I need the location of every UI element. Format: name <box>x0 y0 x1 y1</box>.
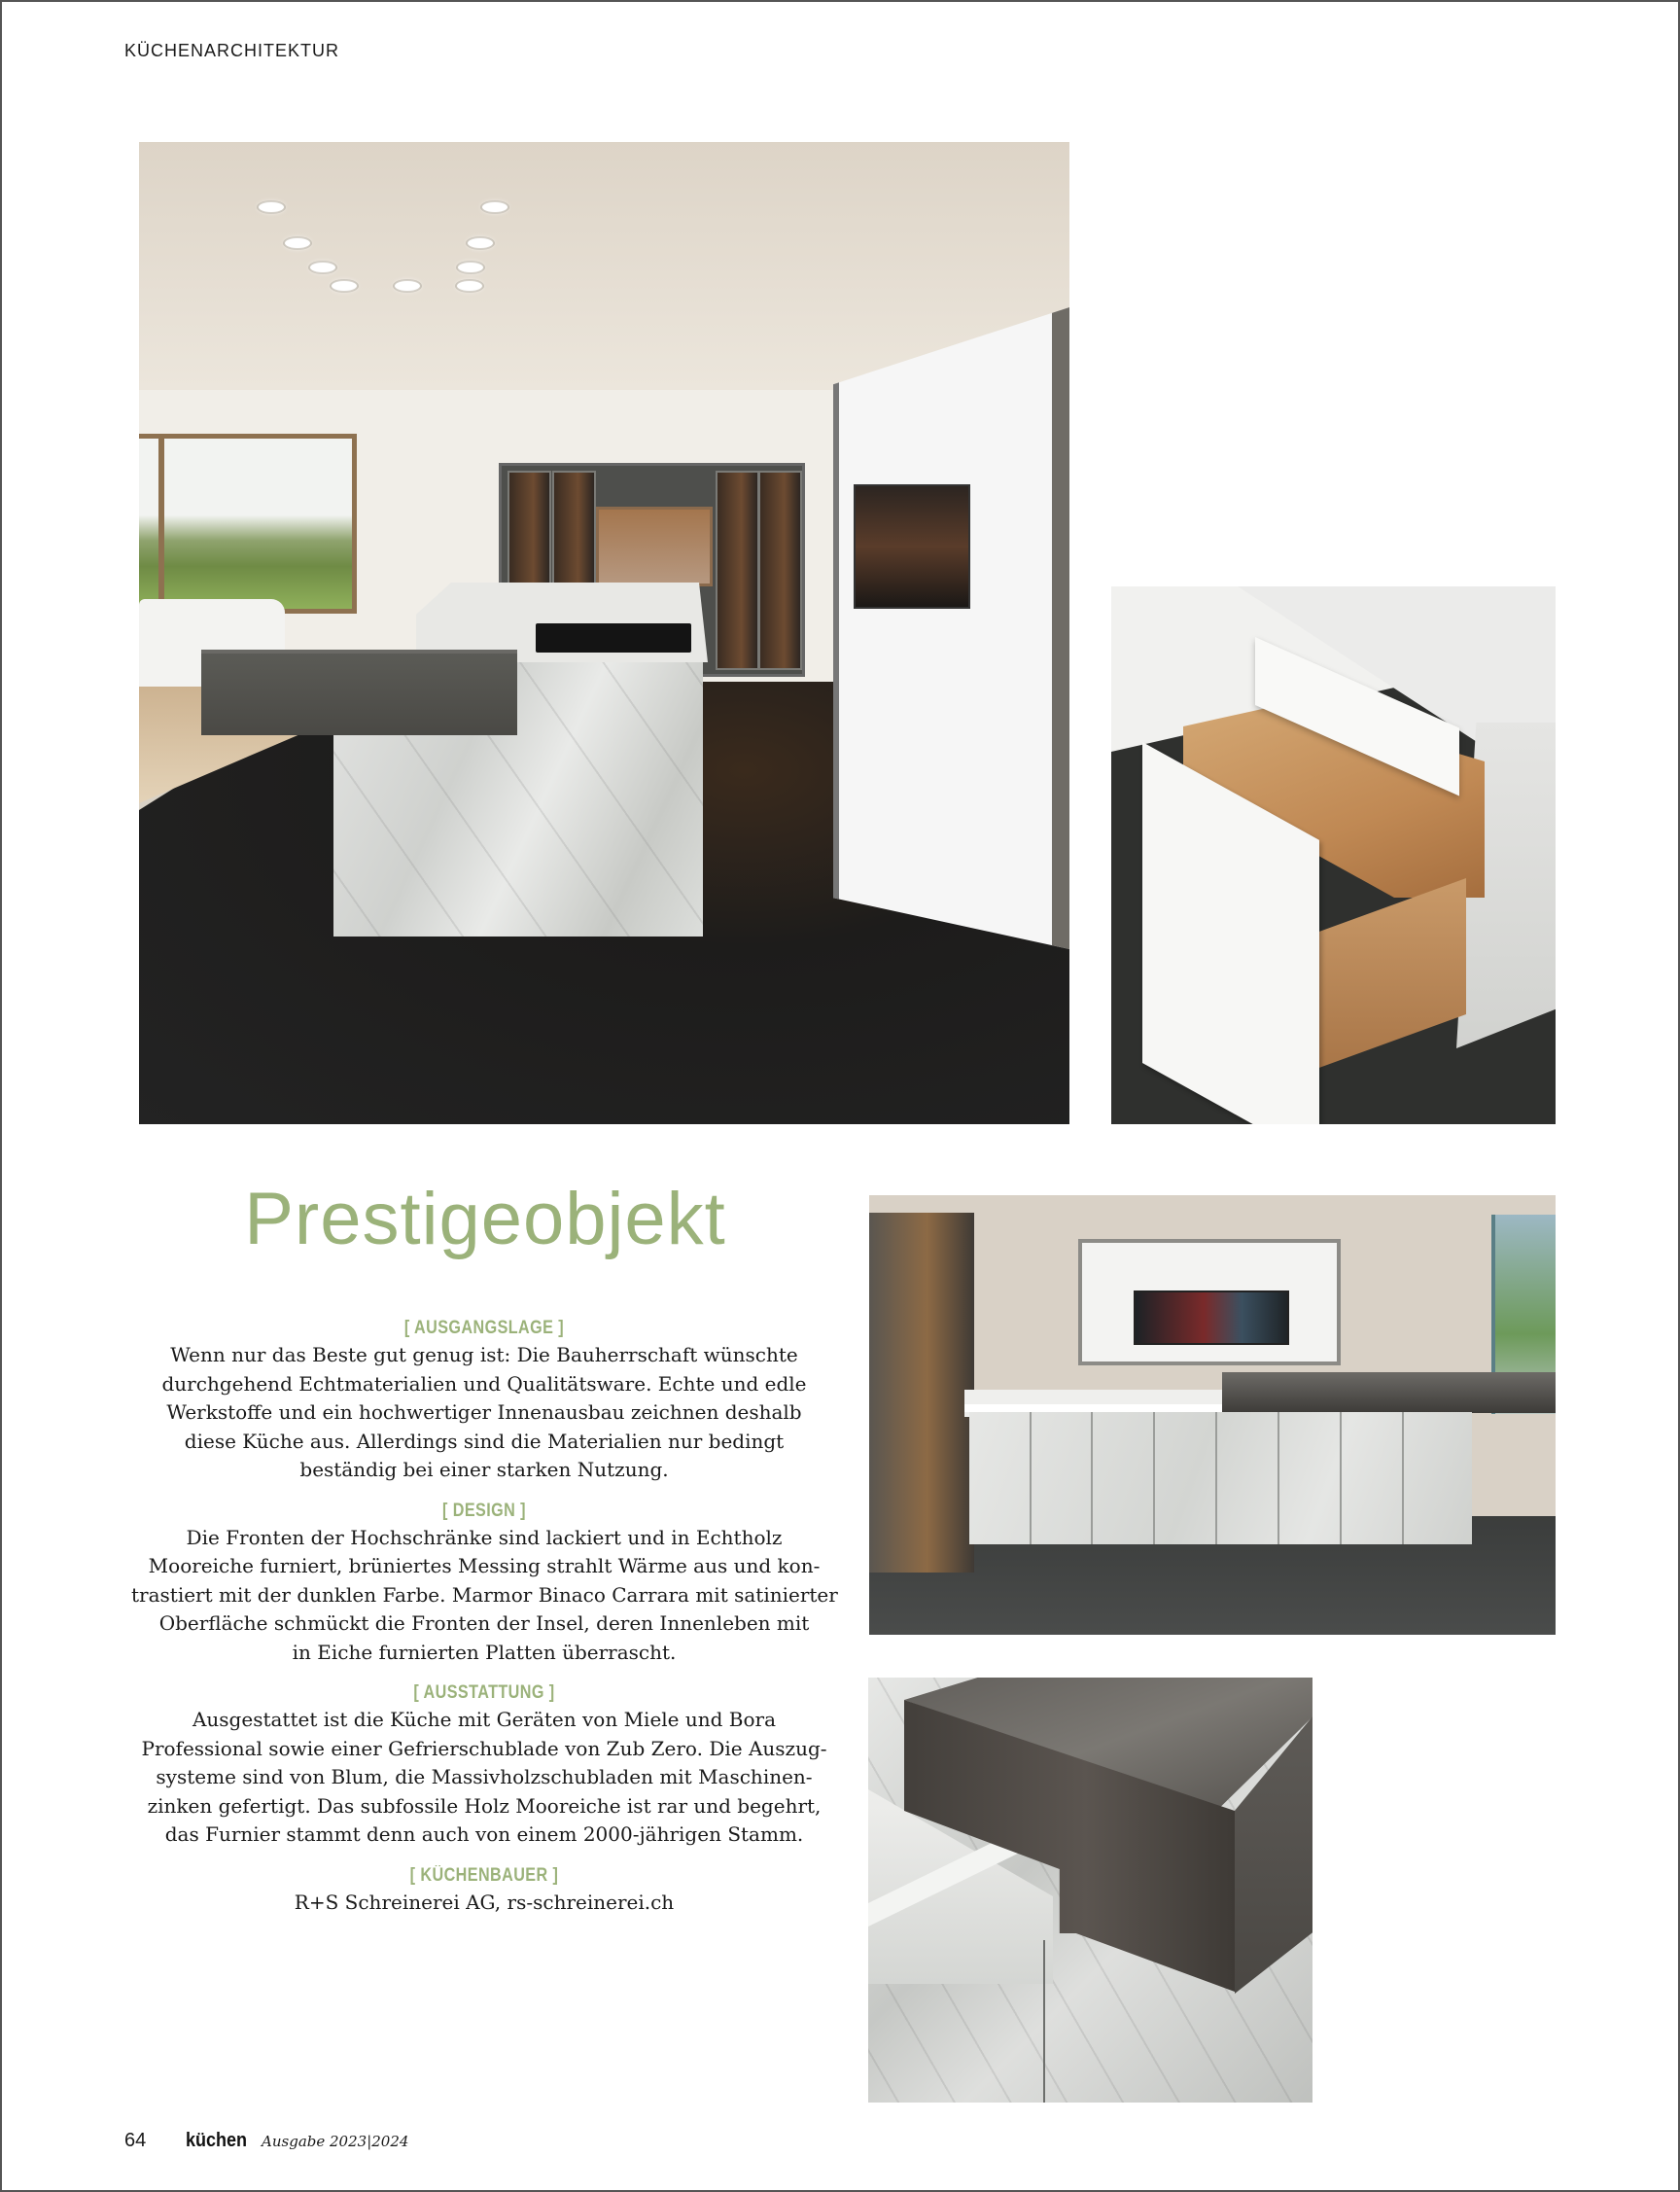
text-line: Professional sowie einer Gefrierschublade von Zub Zero. Die Auszug- <box>141 1736 827 1760</box>
text-line: Die Fronten der Hochschränke sind lackiert und in Echtholz <box>186 1525 783 1549</box>
text-line: zinken gefertigt. Das subfossile Holz Mooreiche ist rar und begehrt, <box>147 1793 822 1818</box>
running-head: KÜCHENARCHITEKTUR <box>124 41 340 60</box>
induction-hob <box>536 623 691 653</box>
ceiling-light <box>395 281 420 291</box>
ceiling <box>139 142 1069 390</box>
oven-wall <box>833 307 1069 949</box>
article-headline: Prestigeobjekt <box>244 1178 726 1260</box>
text-line: trastiert mit der dunklen Farbe. Marmor Binaco Carrara mit satinierter <box>131 1582 838 1607</box>
detail-photo <box>868 1678 1312 2103</box>
section-kuechenbauer <box>131 1863 837 1918</box>
ceiling-light <box>285 238 310 248</box>
section-design <box>131 1499 837 1668</box>
drawers-photo <box>1111 586 1556 1124</box>
section-label: [ DESIGN ] <box>442 1500 526 1521</box>
section-ausstattung <box>131 1680 837 1850</box>
section-text <box>131 1706 837 1850</box>
text-line: Wenn nur das Beste gut genug ist: Die Bauherrschaft wünschte <box>170 1343 798 1366</box>
led-strip <box>964 1404 1222 1412</box>
page-number: 64 <box>124 2130 147 2151</box>
ceiling-light <box>332 281 357 291</box>
section-text <box>131 1524 837 1668</box>
ceiling-light <box>468 238 493 248</box>
main-kitchen-photo <box>139 142 1069 1124</box>
text-line: Ausgestattet ist die Küche mit Geräten von Miele und Bora <box>192 1708 777 1731</box>
built-in-ovens <box>854 484 970 609</box>
text-line: beständig bei einer starken Nutzung. <box>299 1458 669 1481</box>
oak-shelf <box>201 650 517 735</box>
ceiling-light <box>259 202 284 212</box>
text-line: Werkstoffe und ein hochwertiger Innenausbau zeichnen deshalb <box>166 1400 802 1424</box>
oak-counter-extension <box>1222 1372 1556 1413</box>
article-body <box>131 1316 837 1930</box>
kitchen-builder-credit: R+S Schreinerei AG, rs-schreinerei.ch <box>294 1890 675 1914</box>
section-label: [ AUSSTATTUNG ] <box>413 1682 555 1703</box>
text-line: durchgehend Echtmaterialien und Qualitätsware. Echte und edle <box>161 1371 807 1396</box>
section-label: [ AUSGANGSLAGE ] <box>403 1318 565 1338</box>
garden-window <box>139 434 357 614</box>
panel-seam <box>1043 1940 1045 2103</box>
oak-lower-drawer <box>1306 878 1466 1073</box>
marble-island-front <box>969 1412 1472 1544</box>
tall-cabinet-left <box>869 1213 974 1573</box>
text-line: in Eiche furnierten Platten überrascht. <box>292 1640 677 1664</box>
text-line: systeme sind von Blum, die Massivholzschubladen mit Maschinen- <box>156 1765 813 1788</box>
ovens <box>1134 1290 1289 1345</box>
magazine-logo: küchen <box>186 2130 248 2151</box>
ceiling-light <box>310 263 335 272</box>
section-text <box>131 1341 837 1485</box>
page-footer <box>124 2130 408 2152</box>
ceiling-light <box>457 281 482 291</box>
issue-label: Ausgabe 2023|2024 <box>262 2133 409 2150</box>
text-line: Oberfläche schmückt die Fronten der Insel, deren Innenleben mit <box>158 1611 810 1635</box>
section-text <box>131 1889 837 1918</box>
text-line: diese Küche aus. Allerdings sind die Materialien nur bedingt <box>184 1429 785 1453</box>
text-line: Mooreiche furniert, brüniertes Messing strahlt Wärme aus und kon- <box>148 1554 821 1577</box>
section-ausgangslage <box>131 1316 837 1485</box>
island-front-photo <box>869 1195 1556 1635</box>
ceiling-light <box>482 202 508 212</box>
text-line: das Furnier stammt denn auch von einem 2000-jährigen Stamm. <box>164 1822 804 1846</box>
section-label: [ KÜCHENBAUER ] <box>409 1864 559 1886</box>
ceiling-light <box>458 263 483 272</box>
